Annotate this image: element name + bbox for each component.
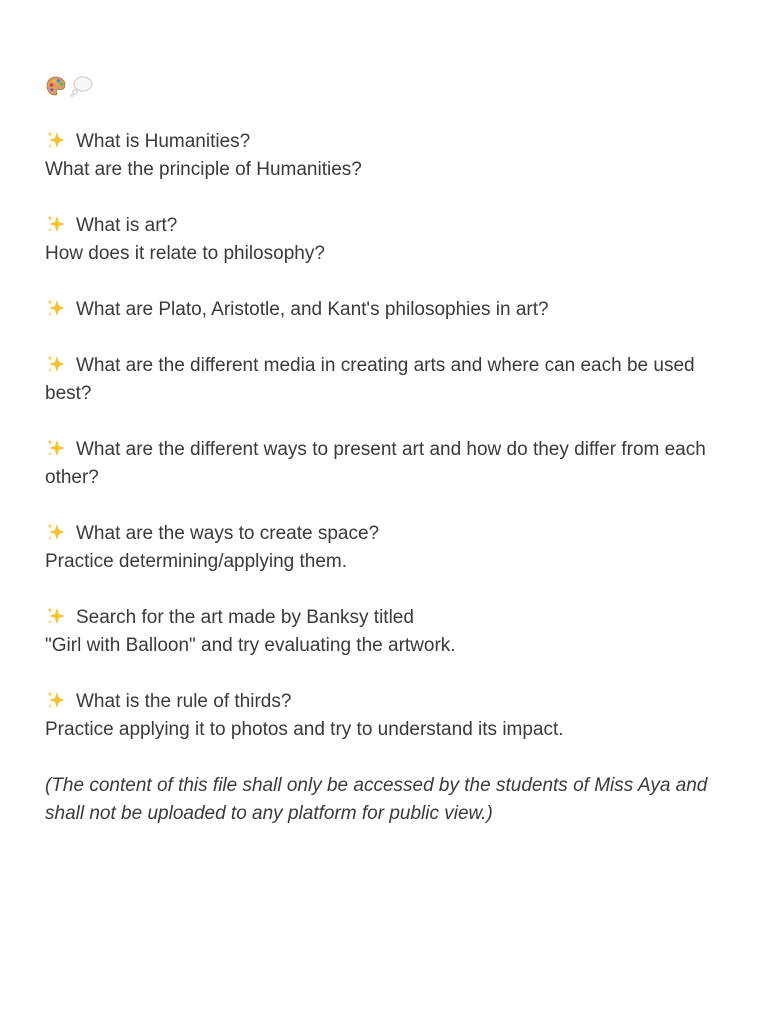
question-item xyxy=(45,212,725,268)
question-item xyxy=(45,128,725,184)
question-text: What are the different media in creating arts and where can each be used best? xyxy=(45,355,695,404)
question-line xyxy=(45,128,725,156)
question-followup: How does it relate to philosophy? xyxy=(45,243,325,264)
question-line xyxy=(45,212,725,240)
question-line xyxy=(45,352,725,408)
question-text: What are the ways to create space? xyxy=(76,523,380,544)
question-item xyxy=(45,352,725,408)
question-line xyxy=(45,436,725,492)
question-line xyxy=(45,688,725,716)
question-item xyxy=(45,436,725,492)
question-line xyxy=(45,296,725,324)
thought-bubble-icon xyxy=(69,75,93,97)
sparkles-icon xyxy=(45,213,67,235)
sparkles-icon xyxy=(45,689,67,711)
palette-icon xyxy=(45,75,67,97)
question-text: Search for the art made by Banksy titled xyxy=(76,607,414,628)
header-icons xyxy=(45,72,725,100)
question-followup: "Girl with Balloon" and try evaluating the artwork. xyxy=(45,635,456,656)
question-followup: Practice applying it to photos and try to understand its impact. xyxy=(45,719,564,740)
question-item xyxy=(45,296,725,324)
question-text: What is art? xyxy=(76,215,178,236)
question-text: What is the rule of thirds? xyxy=(76,691,292,712)
sparkles-icon xyxy=(45,353,67,375)
sparkles-icon xyxy=(45,521,67,543)
question-text: What is Humanities? xyxy=(76,131,251,152)
question-line xyxy=(45,604,725,632)
document-page xyxy=(45,72,725,828)
question-item xyxy=(45,520,725,576)
sparkles-icon xyxy=(45,297,67,319)
question-followup: What are the principle of Humanities? xyxy=(45,159,362,180)
disclaimer-note: (The content of this file shall only be accessed by the students of Miss Aya and shall not be uploaded to any platform for public view.) xyxy=(45,775,708,824)
question-item xyxy=(45,604,725,660)
sparkles-icon xyxy=(45,129,67,151)
sparkles-icon xyxy=(45,605,67,627)
question-line xyxy=(45,520,725,548)
sparkles-icon xyxy=(45,437,67,459)
question-item xyxy=(45,688,725,744)
question-text: What are Plato, Aristotle, and Kant's philosophies in art? xyxy=(76,299,549,320)
question-followup: Practice determining/applying them. xyxy=(45,551,348,572)
question-text: What are the different ways to present art and how do they differ from each other? xyxy=(45,439,706,488)
